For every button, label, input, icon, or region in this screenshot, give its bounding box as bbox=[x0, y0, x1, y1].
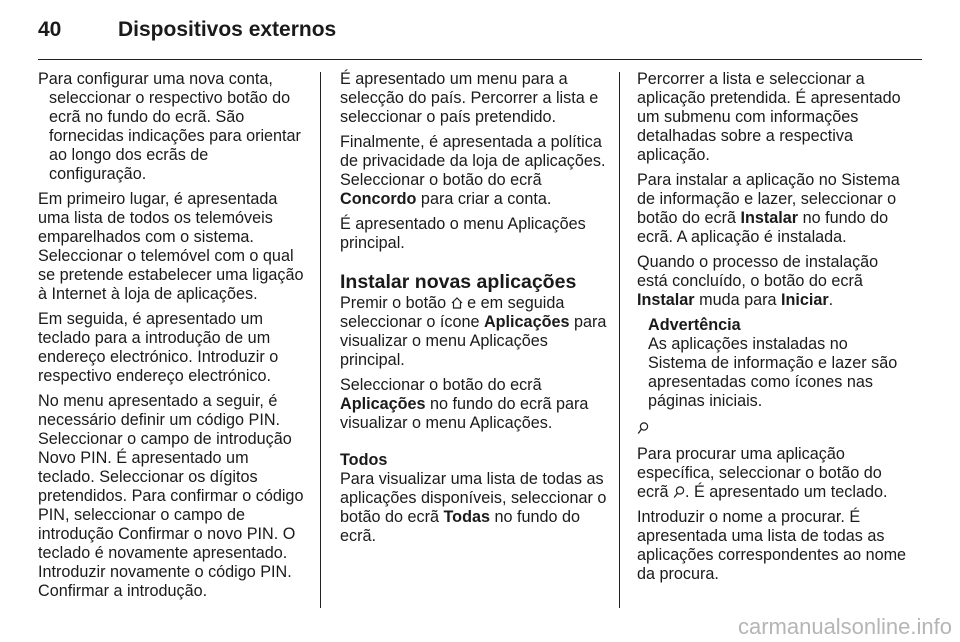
text: Para procurar uma aplicação específica, seleccionar o botão do ecrã bbox=[637, 445, 882, 501]
text: Para instalar a aplicação no Sistema de informação e lazer, seleccionar o botão do ecrã bbox=[637, 171, 900, 227]
paragraph: No menu apresentado a seguir, é necessário definir um código PIN. Seleccionar o campo de introdução Novo PIN. É apresentado um teclado. Seleccionar os dígitos pretendidos. Para confirmar o código PIN, seleccionar o campo de introdução Confirmar o novo PIN. O teclado é novamente apresentado. Introduzir novamente o código PIN. Confirmar a introdução. bbox=[38, 392, 304, 600]
home-icon bbox=[451, 296, 463, 310]
paragraph bbox=[340, 470, 610, 546]
paragraph bbox=[340, 133, 610, 209]
paragraph: É apresentado um menu para a selecção do país. Percorrer a lista e seleccionar o país pretendido. bbox=[340, 70, 599, 126]
page-header bbox=[38, 18, 922, 46]
text: no fundo do ecrã. A aplicação é instalada. bbox=[637, 209, 889, 246]
note-text: As aplicações instaladas no Sistema de informação e lazer são apresentadas como ícones nas páginas iniciais. bbox=[648, 335, 898, 410]
text: . É apresentado um teclado. bbox=[685, 483, 888, 501]
column-divider bbox=[320, 72, 321, 608]
text: no fundo do ecrã para visualizar o menu Aplicações. bbox=[340, 395, 589, 432]
text: Premir o botão bbox=[340, 294, 451, 312]
header-rule bbox=[38, 59, 922, 60]
column-3 bbox=[637, 70, 907, 590]
paragraph: Em seguida, é apresentado um teclado para a introdução de um endereço electrónico. Introduzir o respectivo endereço electrónico. bbox=[38, 310, 279, 385]
paragraph: É apresentado o menu Aplicações principal. bbox=[340, 215, 586, 252]
note-box bbox=[637, 316, 907, 411]
column-divider bbox=[619, 72, 620, 608]
paragraph bbox=[637, 253, 907, 310]
search-icon bbox=[673, 485, 685, 499]
search-section-marker bbox=[637, 419, 907, 439]
paragraph: Em primeiro lugar, é apresentada uma lista de todos os telemóveis emparelhados com o sistema. Seleccionar o telemóvel com o qual se pretende estabelecer uma ligação à Internet à loja de aplicações. bbox=[38, 190, 304, 303]
ui-term: Aplicações bbox=[340, 395, 426, 413]
page-number: 40 bbox=[38, 18, 62, 41]
text: . bbox=[828, 291, 834, 309]
watermark: carmanualsonline.info bbox=[737, 614, 952, 639]
text: no fundo do ecrã. bbox=[340, 508, 580, 545]
column-2 bbox=[340, 70, 610, 552]
ui-term: Instalar bbox=[637, 291, 695, 309]
text: e em seguida seleccionar o ícone bbox=[340, 294, 565, 331]
text: muda para bbox=[694, 291, 781, 309]
page-title: Dispositivos externos bbox=[118, 18, 337, 41]
text: Finalmente, é apresentada a política de privacidade da loja de aplicações. Seleccionar o botão do ecrã bbox=[340, 133, 606, 189]
column-1 bbox=[38, 70, 308, 607]
text: para criar a conta. bbox=[416, 190, 552, 208]
ui-term: Todas bbox=[443, 508, 490, 526]
paragraph: Introduzir o nome a procurar. É apresentada uma lista de todas as aplicações correspondentes ao nome da procura. bbox=[637, 508, 907, 583]
search-icon bbox=[637, 421, 649, 435]
text: Quando o processo de instalação está concluído, o botão do ecrã bbox=[637, 253, 879, 290]
text: para visualizar o menu Aplicações principal. bbox=[340, 313, 607, 369]
ui-term: Concordo bbox=[340, 190, 417, 208]
text: Para visualizar uma lista de todas as aplicações disponíveis, seleccionar o botão do ecrã bbox=[340, 470, 607, 526]
ui-term: Aplicações bbox=[483, 313, 570, 331]
section-heading: Instalar novas aplicações bbox=[340, 271, 577, 293]
ui-term: Instalar bbox=[740, 209, 799, 227]
note-title: Advertência bbox=[648, 316, 741, 334]
paragraph: Para configurar uma nova conta, seleccionar o respectivo botão do ecrã no fundo do ecrã. São fornecidas indicações para orientar ao longo dos ecrãs de configuração. bbox=[38, 70, 301, 183]
sub-heading: Todos bbox=[340, 451, 388, 469]
paragraph: Percorrer a lista e seleccionar a aplicação pretendida. É apresentado um submenu com informações detalhadas sobre a respectiva aplicação. bbox=[637, 70, 901, 164]
paragraph bbox=[637, 445, 907, 502]
paragraph bbox=[340, 376, 610, 433]
paragraph bbox=[340, 294, 610, 370]
paragraph bbox=[637, 171, 907, 247]
text: Seleccionar o botão do ecrã bbox=[340, 376, 542, 394]
ui-term: Iniciar bbox=[780, 291, 829, 309]
